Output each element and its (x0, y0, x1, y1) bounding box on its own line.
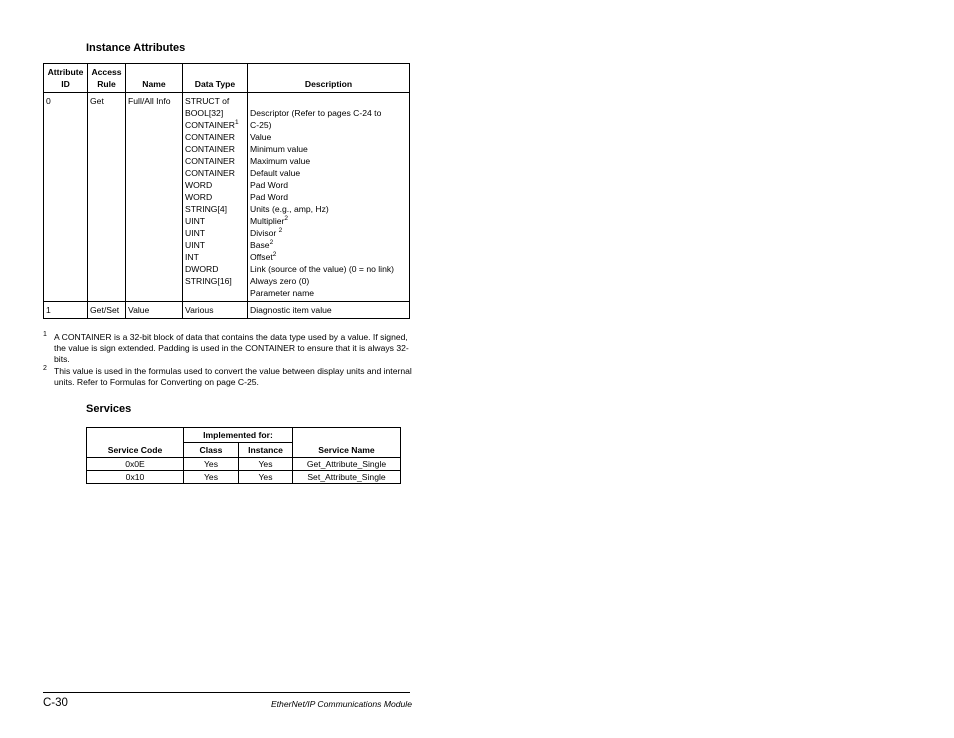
cell-service-code: 0x10 (87, 471, 184, 484)
description-text: Parameter name (250, 288, 315, 298)
table-header-row (44, 64, 410, 93)
header-name: Name (126, 64, 183, 93)
description-line (250, 131, 407, 143)
cell-name: Value (126, 302, 183, 319)
document-title: EtherNet/IP Communications Module (270, 699, 412, 709)
cell-service-name: Set_Attribute_Single (293, 471, 401, 484)
cell-attribute-id: 0 (44, 93, 88, 302)
footnote-text: A CONTAINER is a 32-bit block of data that contains the data type used by a value. If signed, the value is sign extended. Padding is used in the CONTAINER to ensure that it is always 32-bits. (54, 332, 409, 364)
description-line (250, 275, 407, 287)
footnote-mark: 1 (43, 331, 47, 338)
header-instance: Instance (239, 443, 293, 458)
data-type-line: UINT (185, 216, 206, 226)
header-description: Description (248, 64, 410, 93)
footnote-ref: 2 (284, 215, 289, 222)
header-service-code: Service Code (87, 428, 184, 458)
footnote-ref: 1 (234, 119, 239, 126)
description-line (250, 119, 407, 131)
data-type-line: WORD (185, 192, 213, 202)
header-implemented-for: Implemented for: (184, 428, 293, 443)
description-line (250, 239, 407, 251)
description-line (250, 143, 407, 155)
cell-access-rule: Get/Set (88, 302, 126, 319)
description-text: Divisor (250, 228, 279, 238)
services-heading: Services (86, 403, 132, 415)
header-data-type: Data Type (183, 64, 248, 93)
description-text: Multiplier (250, 216, 285, 226)
footnote-ref: 2 (278, 227, 283, 234)
data-type-line: CONTAINER (185, 168, 235, 178)
cell-class: Yes (184, 458, 239, 471)
cell-access-rule: Get (88, 93, 126, 302)
description-line (250, 251, 407, 263)
description-text: Minimum value (250, 144, 308, 154)
data-type-line: CONTAINER$^1$ (185, 119, 239, 130)
description-text: Maximum value (250, 156, 311, 166)
cell-data-type-list (183, 93, 248, 302)
cell-data-type: Various (183, 302, 248, 319)
header-class: Class (184, 443, 239, 458)
instance-attributes-heading: Instance Attributes (86, 42, 186, 54)
description-line (250, 287, 407, 299)
description-text: Pad Word (250, 180, 289, 190)
description-line (250, 203, 407, 215)
cell-description-list (248, 93, 410, 302)
header-access-rule: Access Rule (88, 64, 126, 93)
cell-instance: Yes (239, 458, 293, 471)
data-type-line: CONTAINER (185, 132, 235, 142)
footnote-ref: 2 (269, 239, 274, 246)
description-text: Default value (250, 168, 301, 178)
data-type-line: STRING[16] (185, 276, 232, 286)
description-line (250, 191, 407, 203)
description-text: Offset (250, 252, 273, 262)
cell-name: Full/All Info (126, 93, 183, 302)
cell-service-code: 0x0E (87, 458, 184, 471)
description-line (250, 263, 407, 275)
cell-class: Yes (184, 471, 239, 484)
footnote-mark: 2 (43, 365, 47, 372)
services-table (86, 427, 401, 484)
description-text: Value (250, 132, 272, 142)
data-type-line: CONTAINER (185, 156, 235, 166)
cell-description: Diagnostic item value (248, 302, 410, 319)
table-row (44, 302, 410, 319)
footer-divider (43, 692, 410, 693)
description-line (250, 179, 407, 191)
cell-service-name: Get_Attribute_Single (293, 458, 401, 471)
data-type-line: BOOL[32] (185, 108, 224, 118)
data-type-line: STRING[4] (185, 204, 228, 214)
page-number: C-30 (43, 697, 68, 709)
footnote-2 (43, 366, 413, 388)
description-text: Units (e.g., amp, Hz) (250, 204, 329, 214)
header-attribute-id: Attribute ID (44, 64, 88, 93)
data-type-line: DWORD (185, 264, 219, 274)
description-line (250, 107, 407, 119)
data-type-line: CONTAINER (185, 144, 235, 154)
table-row (87, 458, 401, 471)
description-text: C-25) (250, 120, 272, 130)
description-text: Base (250, 240, 270, 250)
description-text: Descriptor (Refer to pages C-24 to (250, 108, 382, 118)
data-type-line: UINT (185, 240, 206, 250)
table-header-row (87, 428, 401, 443)
description-line (250, 215, 407, 227)
description-text: Always zero (0) (250, 276, 310, 286)
data-type-line: STRUCT of (185, 96, 230, 106)
description-line (250, 167, 407, 179)
description-line (250, 227, 407, 239)
description-line (250, 155, 407, 167)
cell-instance: Yes (239, 471, 293, 484)
cell-attribute-id: 1 (44, 302, 88, 319)
table-row (87, 471, 401, 484)
description-text: Pad Word (250, 192, 289, 202)
instance-attributes-table (43, 63, 410, 319)
footnote-text: This value is used in the formulas used to convert the value between display units and internal units. Refer to Formulas for Converting on page C-25. (54, 366, 412, 387)
description-text: Link (source of the value) (0 = no link) (250, 264, 395, 274)
data-type-line: WORD (185, 180, 213, 190)
table-row (44, 93, 410, 302)
header-service-name: Service Name (293, 428, 401, 458)
description-line (250, 95, 407, 107)
footnote-1 (43, 332, 413, 365)
footnote-ref: 2 (272, 251, 277, 258)
data-type-line: INT (185, 252, 199, 262)
data-type-line: UINT (185, 228, 206, 238)
